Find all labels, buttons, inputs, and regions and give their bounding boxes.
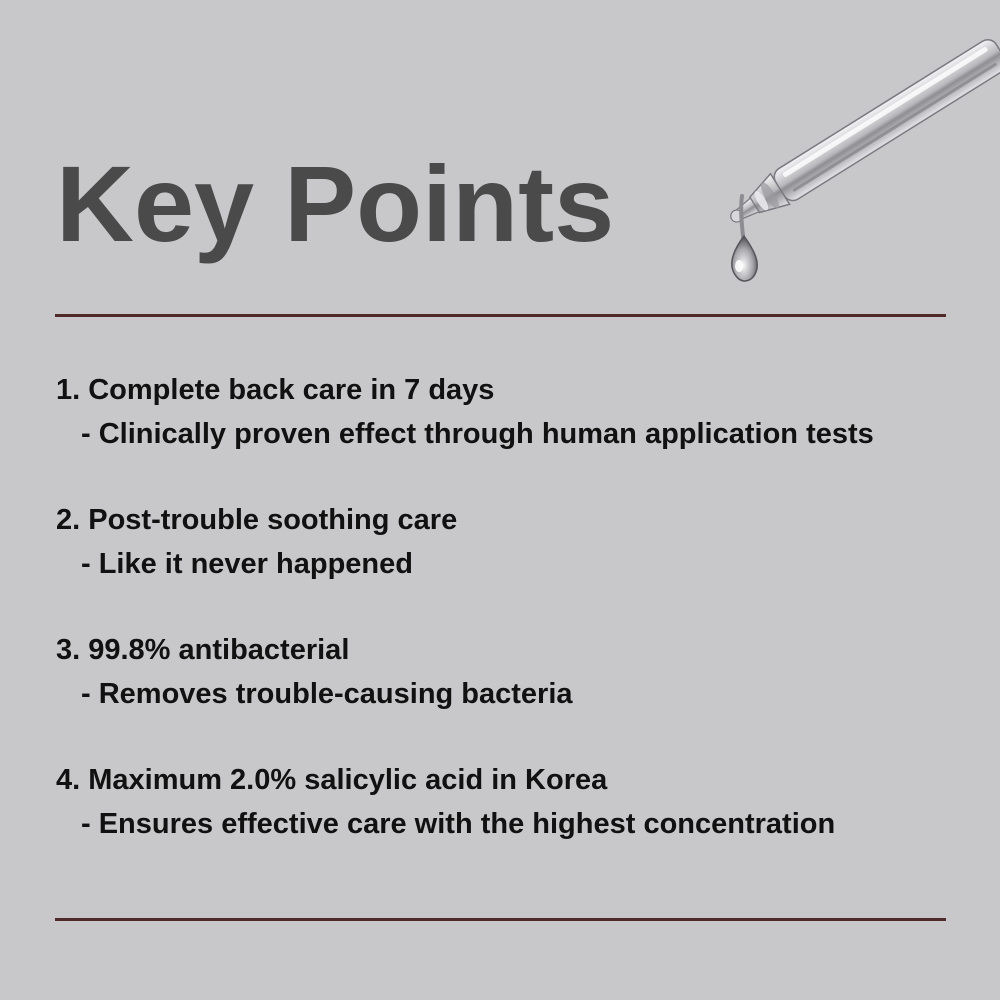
list-item — [56, 628, 976, 758]
point-detail: - Ensures effective care with the highest concentration — [81, 808, 836, 840]
list-item — [56, 758, 976, 888]
point-heading: 1. Complete back care in 7 days — [56, 374, 495, 406]
list-item — [56, 368, 976, 498]
key-points-list — [56, 368, 976, 888]
point-detail: - Removes trouble-causing bacteria — [81, 678, 573, 710]
point-detail: - Clinically proven effect through human application tests — [81, 418, 874, 450]
top-divider — [55, 314, 946, 317]
point-detail: - Like it never happened — [81, 548, 413, 580]
point-heading: 3. 99.8% antibacterial — [56, 634, 350, 666]
glass-dropper-icon — [700, 0, 1000, 300]
point-heading: 2. Post-trouble soothing care — [56, 504, 458, 536]
bottom-divider — [55, 918, 946, 921]
point-heading: 4. Maximum 2.0% salicylic acid in Korea — [56, 764, 608, 796]
page-title: Key Points — [56, 143, 615, 264]
list-item — [56, 498, 976, 628]
